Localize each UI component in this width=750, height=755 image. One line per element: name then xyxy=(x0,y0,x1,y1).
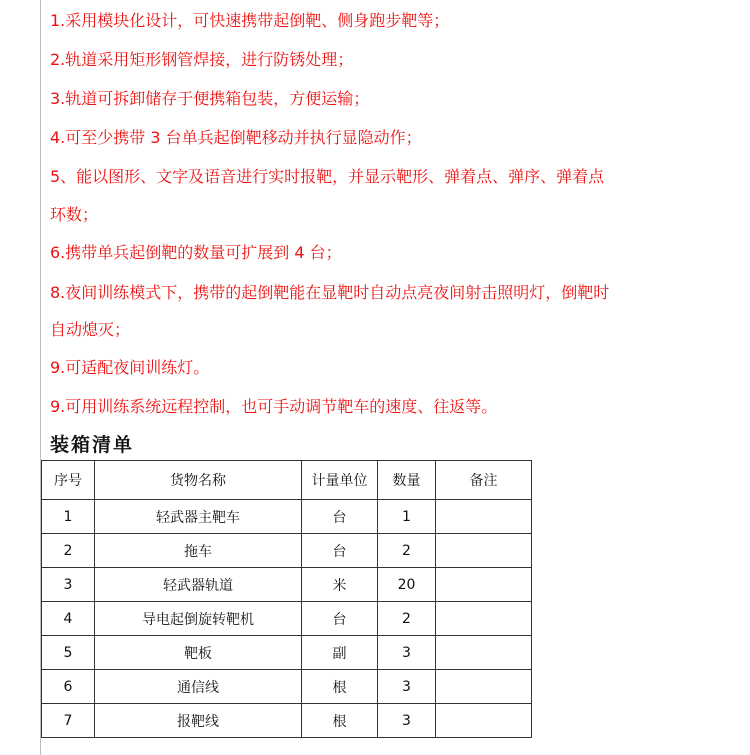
header-name: 货物名称 xyxy=(95,461,302,500)
table-row xyxy=(42,636,532,670)
header-unit: 计量单位 xyxy=(302,461,378,500)
table-row xyxy=(42,534,532,568)
cell-note xyxy=(436,704,532,738)
requirement-line-3: 3.轨道可拆卸储存于便携箱包装，方便运输； xyxy=(50,89,370,108)
requirement-line-9a: 9.可适配夜间训练灯。 xyxy=(50,358,210,377)
table-row xyxy=(42,500,532,534)
requirement-line-8: 8.夜间训练模式下，携带的起倒靶能在显靶时自动点亮夜间射击照明灯，倒靶时 xyxy=(50,283,610,302)
cell-note xyxy=(436,534,532,568)
cell-unit: 台 xyxy=(302,602,378,636)
cell-qty: 1 xyxy=(378,500,436,534)
cell-unit: 台 xyxy=(302,534,378,568)
cell-qty: 3 xyxy=(378,704,436,738)
cell-unit: 米 xyxy=(302,568,378,602)
requirement-line-5: 5、能以图形、文字及语音进行实时报靶，并显示靶形、弹着点、弹序、弹着点 xyxy=(50,167,605,186)
table-row xyxy=(42,704,532,738)
cell-seq: 6 xyxy=(42,670,95,704)
packing-list-title: 装箱清单 xyxy=(50,434,135,456)
cell-note xyxy=(436,636,532,670)
header-seq: 序号 xyxy=(42,461,95,500)
cell-note xyxy=(436,568,532,602)
requirement-line-2: 2.轨道采用矩形钢管焊接，进行防锈处理； xyxy=(50,50,354,69)
cell-seq: 1 xyxy=(42,500,95,534)
cell-qty: 2 xyxy=(378,602,436,636)
cell-name: 轻武器轨道 xyxy=(95,568,302,602)
cell-seq: 5 xyxy=(42,636,95,670)
header-qty: 数量 xyxy=(378,461,436,500)
cell-seq: 3 xyxy=(42,568,95,602)
cell-name: 报靶线 xyxy=(95,704,302,738)
requirement-line-6: 6.携带单兵起倒靶的数量可扩展到 4 台； xyxy=(50,243,342,262)
cell-note xyxy=(436,500,532,534)
cell-qty: 3 xyxy=(378,670,436,704)
cell-note xyxy=(436,602,532,636)
cell-qty: 3 xyxy=(378,636,436,670)
cell-name: 通信线 xyxy=(95,670,302,704)
table-row xyxy=(42,602,532,636)
header-note: 备注 xyxy=(436,461,532,500)
cell-note xyxy=(436,670,532,704)
table-row xyxy=(42,568,532,602)
cell-seq: 4 xyxy=(42,602,95,636)
requirement-line-8-cont: 自动熄灭； xyxy=(50,320,131,339)
cell-seq: 2 xyxy=(42,534,95,568)
table-row xyxy=(42,670,532,704)
cell-unit: 副 xyxy=(302,636,378,670)
packing-list-table xyxy=(41,460,532,738)
cell-name: 轻武器主靶车 xyxy=(95,500,302,534)
table-header-row xyxy=(42,461,532,500)
cell-qty: 2 xyxy=(378,534,436,568)
cell-seq: 7 xyxy=(42,704,95,738)
cell-qty: 20 xyxy=(378,568,436,602)
cell-unit: 根 xyxy=(302,670,378,704)
cell-name: 靶板 xyxy=(95,636,302,670)
requirement-line-5-cont: 环数； xyxy=(50,205,99,224)
requirement-line-1: 1.采用模块化设计，可快速携带起倒靶、侧身跑步靶等； xyxy=(50,11,450,30)
cell-unit: 台 xyxy=(302,500,378,534)
cell-unit: 根 xyxy=(302,704,378,738)
cell-name: 导电起倒旋转靶机 xyxy=(95,602,302,636)
cell-name: 拖车 xyxy=(95,534,302,568)
requirement-line-9b: 9.可用训练系统远程控制，也可手动调节靶车的速度、往返等。 xyxy=(50,397,498,416)
requirement-line-4: 4.可至少携带 3 台单兵起倒靶移动并执行显隐动作； xyxy=(50,128,422,147)
